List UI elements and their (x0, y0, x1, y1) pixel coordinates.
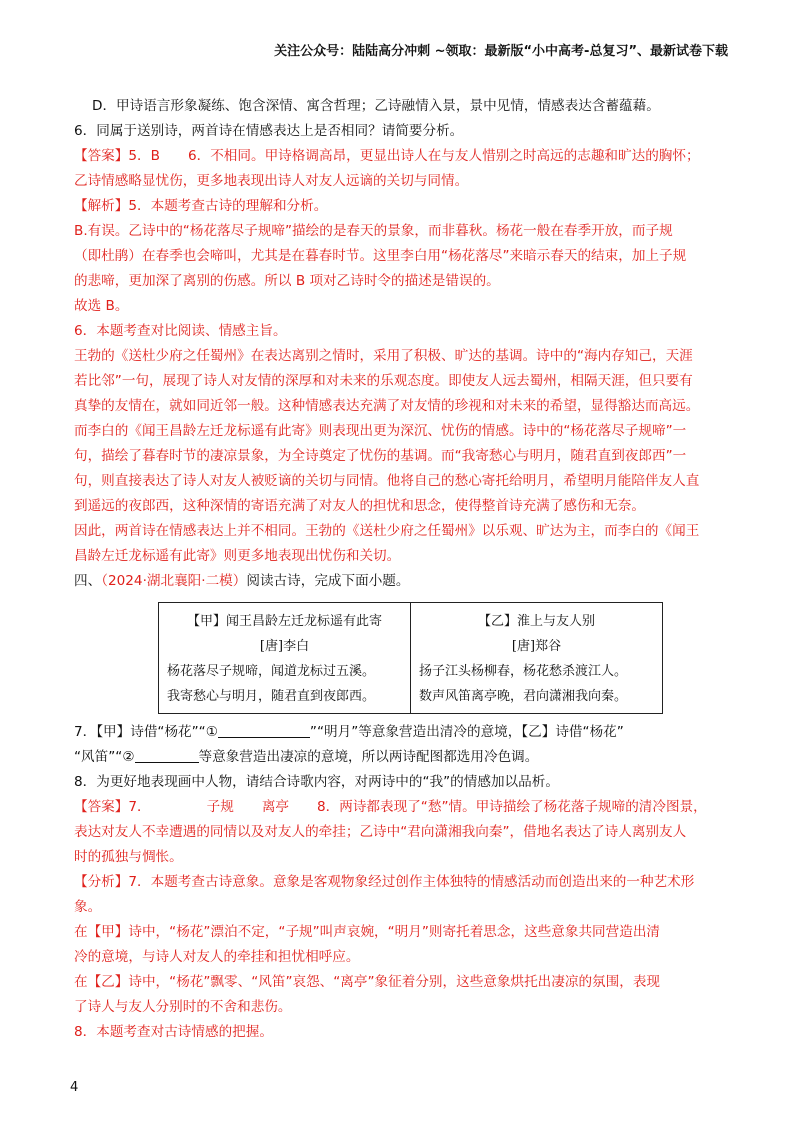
question-7-cont: “风笛”“② 等意象营造出凄凉的意境，所以两诗配图都选用冷色调。 (74, 749, 539, 765)
analysis-w2: 若比邻”一句，展现了诗人对友情的深厚和对未来的乐观态度。即使友人远去蜀州，相隔天涯，但只要有 (74, 373, 693, 389)
poem-yi-author: [唐]郑谷 (511, 639, 562, 654)
analysis-b2: （即杜鹃）在春季也会啼叫，尤其是在暮春时节。这里李白用“杨花落尽”来暗示春天的结束，加上子规 (74, 248, 687, 264)
analysis-c2: 昌龄左迁龙标遥有此寄》则更多地表现出忧伤和关切。 (74, 548, 401, 564)
answer-6-line1: 6．不相同。甲诗格调高昂，更显出诗人在与友人惜别之时高远的志趣和旷达的胸怀； (187, 148, 700, 164)
analysis-c1: 因此，两首诗在情感表达上并不相同。王勃的《送杜少府之任蜀州》以乐观、旷达为主，而李白的《闻王 (74, 523, 700, 539)
analysis-l3: 句，则直接表达了诗人对友人被贬谪的关切与同情。他将自己的愁心寄托给明月，希望明月能陪伴友人直 (74, 473, 700, 489)
answer-label: 【答案】 (74, 799, 129, 815)
analysis-b4: 故选 B。 (74, 298, 129, 314)
analysis-l4: 到遥远的夜郎西，这种深情的寄语充满了对友人的担忧和思念，使得整首诗充满了感伤和无奈。 (74, 498, 645, 514)
page-number: 4 (70, 1080, 79, 1095)
answer-block-2: 【答案】7． 子规 离亭 8．两诗都表现了“愁”情。甲诗描绘了杨花落子规啼的清冷图景， (74, 799, 707, 815)
answer-label: 【答案】 (74, 148, 129, 164)
page-header: 关注公众号：陆陆高分冲刺 ~领取：最新版“小中高考-总复习”、最新试卷下载 (274, 44, 728, 59)
analysis-block-1 (74, 194, 724, 219)
analysis-block-2: 【分析】7．本题考查古诗意象。意象是客观物象经过创作主体独特的情感活动而创造出来的一种艺术形 (74, 874, 695, 890)
q5-option-d: D．甲诗语言形象凝练、饱含深情、寓含哲理；乙诗融情入景，景中见情，情感表达含蓄蕴藉。 (92, 98, 660, 114)
question-8: 8．为更好地表现画中人物，请结合诗歌内容，对两诗中的“我”的情感加以品析。 (74, 774, 559, 790)
analysis-b3: 的悲啼，更加深了离别的伤感。所以 B 项对乙诗时令的描述是错误的。 (74, 273, 500, 289)
answer-6-line2: 乙诗情感略显忧伤，更多地表现出诗人对友人远谪的关切与同情。 (74, 173, 469, 189)
poem-table (158, 602, 663, 714)
blank-2[interactable] (135, 748, 199, 763)
poem-jia-line1: 杨花落尽子规啼，闻道龙标过五溪。 (167, 664, 376, 679)
analysis-b1: B.有误。乙诗中的“杨花落尽子规啼”描绘的是春天的景象，而非暮秋。杨花一般在春季开放，而子规 (74, 223, 673, 239)
answer-7-2: 离亭 (261, 799, 289, 815)
answer-8-line2: 表达对友人不幸遭遇的同情以及对友人的牵挂；乙诗中“君向潇湘我向秦”，借地名表达了诗人离别友人 (74, 824, 687, 840)
answer-5: 5．B (128, 148, 160, 164)
analysis-y1: 在【乙】诗中，“杨花”飘零、“风笛”哀怨、“离亭”象征着分别，这些意象烘托出凄凉的氛围，表现 (74, 974, 661, 990)
answer-block-1 (74, 144, 724, 169)
question-6: 6．同属于送别诗，两首诗在情感表达上是否相同？请简要分析。 (74, 123, 464, 139)
analysis-8-head: 8．本题考查对古诗情感的把握。 (74, 1024, 273, 1040)
analysis-l1: 而李白的《闻王昌龄左迁龙标遥有此寄》则表现出更为深沉、忧伤的情感。诗中的“杨花落尽子规啼”一 (74, 423, 687, 439)
poem-yi-title: 【乙】淮上与友人别 (477, 614, 595, 629)
poem-yi (411, 603, 663, 714)
question-7: 7．【甲】诗借“杨花”“① ”“明月”等意象营造出清冷的意境，【乙】诗借“杨花” (74, 724, 624, 740)
analysis-y2: 了诗人与友人分别时的不舍和悲伤。 (74, 999, 292, 1015)
analysis-w1: 王勃的《送杜少府之任蜀州》在表达离别之情时，采用了积极、旷达的基调。诗中的“海内存知己，天涯 (74, 348, 693, 364)
blank-1[interactable] (218, 723, 310, 738)
analysis-t2: 象。 (74, 899, 102, 915)
section-4-heading: 四、（2024·湖北襄阳·二模）阅读古诗，完成下面小题。 (74, 573, 410, 589)
poem-jia (159, 603, 411, 714)
answer-8-line3: 时的孤独与惆怅。 (74, 849, 183, 865)
analysis-j1: 在【甲】诗中，“杨花”漂泊不定，“子规”叫声哀婉，“明月”则寄托着思念，这些意象共同营造出清 (74, 924, 661, 940)
analysis-w3: 真挚的友情在，就如同近邻一般。这种情感表达充满了对友情的珍视和对未来的希望，显得豁达而高远。 (74, 398, 700, 414)
analysis-l2: 句，描绘了暮春时节的凄凉景象，为全诗奠定了忧伤的基调。而“我寄愁心与明月，随君直到夜郎西”一 (74, 448, 687, 464)
poem-yi-line1: 扬子江头杨柳春，杨花愁杀渡江人。 (419, 664, 628, 679)
section-4-source: （2024·湖北襄阳·二模） (101, 573, 247, 589)
analysis-label: 【分析】 (74, 874, 129, 890)
document-body (74, 94, 724, 1045)
analysis-6-head: 6．本题考查对比阅读、情感主旨。 (74, 323, 287, 339)
poem-jia-line2: 我寄愁心与明月，随君直到夜郎西。 (167, 689, 376, 704)
poem-jia-title: 【甲】闻王昌龄左迁龙标遥有此寄 (186, 614, 382, 629)
poem-jia-author: [唐]李白 (259, 639, 310, 654)
analysis-j2: 冷的意境，与诗人对友人的牵挂和担忧相呼应。 (74, 949, 360, 965)
answer-8-line1: 8．两诗都表现了“愁”情。甲诗描绘了杨花落子规啼的清冷图景， (317, 799, 707, 815)
analysis-5-head: 5．本题考查古诗的理解和分析。 (128, 198, 328, 214)
poem-yi-line2: 数声风笛离亭晚，君向潇湘我向秦。 (419, 689, 628, 704)
analysis-label: 【解析】 (74, 198, 129, 214)
answer-7-1: 子规 (206, 799, 234, 815)
